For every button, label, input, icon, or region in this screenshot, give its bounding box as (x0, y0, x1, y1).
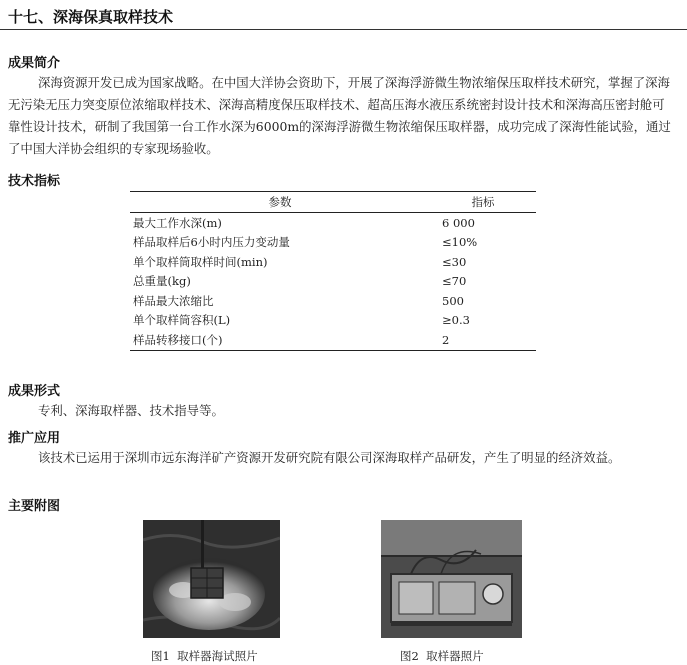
sea-trial-photo (143, 520, 280, 638)
spec-col-param: 参数 (130, 192, 430, 213)
summary-heading: 成果简介 (8, 56, 61, 71)
figures-heading: 主要附图 (8, 499, 61, 514)
title-divider (0, 29, 687, 30)
table-row (130, 311, 536, 331)
specs-heading: 技术指标 (8, 174, 61, 189)
table-row (130, 330, 536, 350)
table-row (130, 213, 536, 233)
spec-value: 6 000 (442, 215, 475, 230)
spec-value: ≤30 (442, 254, 467, 269)
spec-param: 单个取样筒取样时间(min) (133, 254, 268, 269)
spec-param: 样品转移接口(个) (130, 330, 430, 350)
sampler-photo (381, 520, 522, 638)
fig2-caption: 图2 取样器照片 (400, 649, 484, 663)
form-heading: 成果形式 (8, 384, 61, 399)
form-text: 专利、深海取样器、技术指导等。 (38, 403, 224, 418)
summary-text: 深海资源开发已成为国家战略。在中国大洋协会资助下，开展了深海浮游微生物浓缩保压取样技术研究，掌握了深海无污染无压力突变原位浓缩取样技术、深海高精度保压取样技术、超高压海水液压系统密封设计技术和深海高压密封舱可靠性设计技术，研制了我国第一台工作水深为6000m的深海浮游微生物浓缩保压取样器，成功完成了深海性能试验，通过了中国大洋协会组织的专家现场验收。 (8, 75, 671, 156)
spec-value: ≥0.3 (442, 313, 470, 328)
page-title: 十七、深海保真取样技术 (8, 8, 174, 26)
spec-param: 样品最大浓缩比 (133, 293, 214, 308)
spec-param: 单个取样筒容积(L) (133, 313, 231, 328)
application-heading: 推广应用 (8, 431, 61, 446)
table-row (130, 252, 536, 272)
fig1-caption: 图1 取样器海试照片 (151, 649, 258, 663)
sampler-photo-graphic (381, 520, 522, 638)
spec-value: 2 (430, 330, 536, 350)
spec-param: 总重量(kg) (133, 274, 191, 289)
table-row (130, 272, 536, 292)
spec-value: ≤10% (442, 235, 478, 250)
spec-param: 样品取样后6小时内压力变动量 (133, 235, 290, 250)
spec-value: 500 (442, 293, 464, 308)
spec-header-row (130, 192, 536, 213)
spec-value: ≤70 (442, 274, 467, 289)
table-row (130, 291, 536, 311)
sea-trial-photo-graphic (143, 520, 280, 638)
spec-col-value: 指标 (430, 192, 536, 213)
table-row (130, 233, 536, 253)
spec-param: 最大工作水深(m) (133, 215, 222, 230)
spec-table (130, 191, 536, 351)
application-text: 该技术已运用于深圳市远东海洋矿产资源开发研究院有限公司深海取样产品研发，产生了明显的经济效益。 (38, 450, 621, 465)
